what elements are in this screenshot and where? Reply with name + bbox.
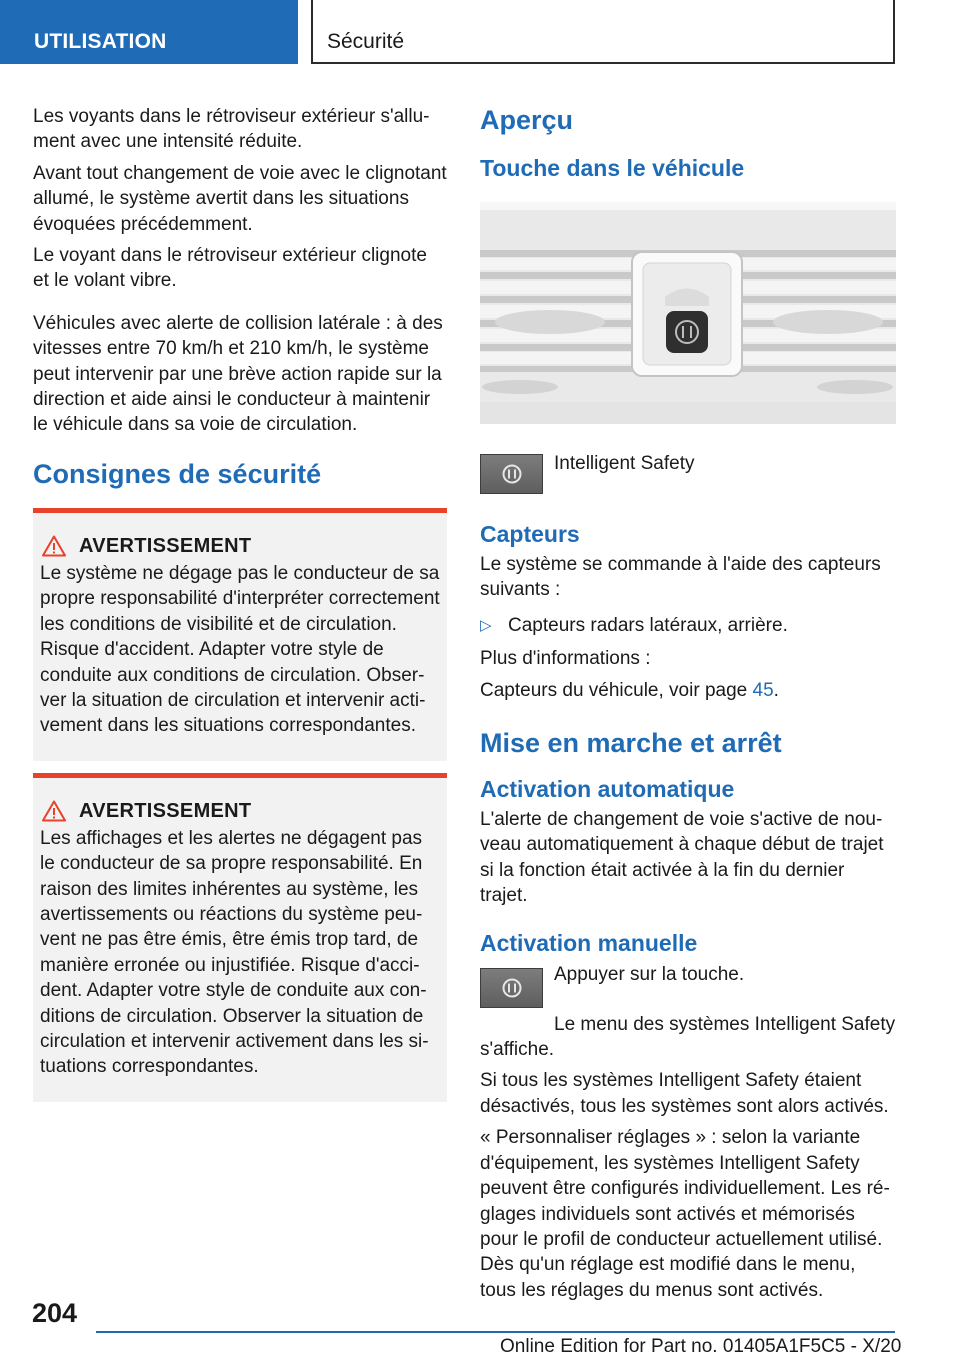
warning-box (33, 508, 447, 761)
paragraph: Si tous les systèmes Intelligent Safety étaient désactivés, tous les systèmes sont alors activés. (480, 1070, 889, 1117)
paragraph: Véhicules avec alerte de collision latérale : à des vitesses entre 70 km/h et 210 km/h, le système peut intervenir par une brève action rapide sur la direction et aide ainsi le conducteur à maintenir le véhicule dans sa voie de circulation. (33, 312, 443, 436)
manual-steps (543, 965, 744, 993)
intelligent-safety-icon (500, 976, 524, 1000)
heading-overview: Aperçu (480, 105, 574, 135)
warning-text: Le système ne dégage pas le conducteur de sa propre responsabilité d'interpréter correctement les conditions de visibilité et de circulation. Risque d'accident. Adapter votre style de conduite aux conditions de circulation. Observer la situation de circulation et intervenir activement dans les situations correspondantes. (40, 562, 440, 737)
heading-button-in-vehicle: Touche dans le véhicule (480, 155, 745, 181)
button-caption: Intelligent Safety (554, 453, 695, 474)
heading-manual-activation: Activation manuelle (480, 929, 698, 956)
step-text: Appuyer sur la touche. (554, 963, 745, 985)
chapter-tab: UTILISATION (0, 0, 298, 64)
vehicle-button-photo (480, 202, 896, 424)
warning-header (40, 535, 440, 558)
heading-on-off: Mise en marche et arrêt (480, 728, 782, 759)
warning-title: AVERTISSEMENT (79, 534, 252, 557)
cross-reference (480, 678, 896, 703)
right-column (480, 104, 896, 1309)
paragraph: Les voyants dans le rétroviseur extérieur s'allument avec une intensité réduite. (33, 106, 430, 153)
left-column (33, 104, 447, 1102)
list-item (480, 613, 896, 638)
section-title: Sécurité (311, 0, 895, 64)
button-caption-row (480, 451, 896, 494)
footer-divider (96, 1331, 895, 1333)
heading-safety-notes: Consignes de sécurité (33, 458, 322, 489)
intelligent-safety-button-icon (480, 968, 543, 1008)
warning-text: Les affichages et les alertes ne dégagent pas le conducteur de sa propre responsabilité. En raison des limites inhérentes au système, les avertissements ou réactions du système peuvent ne pas être émis, être émis trop tard, de manière erronée ou injustifiée. Risque d'accident. Adapter votre style de conduite aux conditions de circulation. Observer la situation de circulation et intervenir activement dans les situations correspondantes. (40, 827, 429, 1078)
paragraph: Plus d'informations : (480, 648, 651, 670)
page-link[interactable]: 45 (752, 679, 774, 701)
paragraph: Le système se commande à l'aide des capteurs suivants : (480, 554, 881, 601)
paragraph: L'alerte de changement de voie s'active de nouveau automatiquement à chaque début de trajet si la fonction était activée à la fin du dernier trajet. (480, 809, 884, 907)
intelligent-safety-icon (500, 462, 524, 486)
step-text: Le menu des systèmes Intelligent Safety s'affiche. (480, 1013, 896, 1061)
warning-header (40, 800, 440, 823)
paragraph: Avant tout changement de voie avec le clignotant allumé, le système avertit dans les situations évoquées précédemment. (33, 162, 447, 235)
cross-reference-end: . (773, 679, 779, 701)
paragraph: « Personnaliser réglages » : selon la variante d'équipement, les systèmes Intelligent Safety peuvent être configurés individuellement. Les réglages individuels sont activés et mémorisés pour le profil de conducteur actuellement utilisé. Dès qu'un réglage est modifié dans le menu, tous les réglages du menus sont activés. (480, 1127, 890, 1301)
heading-sensors: Capteurs (480, 521, 580, 547)
cross-reference-text: Capteurs du véhicule, voir page (480, 679, 753, 701)
warning-title: AVERTISSEMENT (79, 799, 252, 822)
warning-triangle-icon (42, 800, 66, 822)
intelligent-safety-button-icon (480, 454, 543, 494)
bullet-triangle-icon: ▷ (480, 616, 492, 634)
manual-step-row (480, 965, 896, 1008)
list-item-text: Capteurs radars latéraux, arrière. (508, 614, 788, 636)
warning-box (33, 773, 447, 1102)
warning-triangle-icon (42, 535, 66, 557)
paragraph: Le voyant dans le rétroviseur extérieur clignote et le volant vibre. (33, 245, 427, 292)
heading-automatic-activation: Activation automatique (480, 776, 735, 803)
footer-edition: Online Edition for Part no. 01405A1F5C5 - X/20 (500, 1336, 902, 1357)
page-number: 204 (32, 1298, 78, 1328)
